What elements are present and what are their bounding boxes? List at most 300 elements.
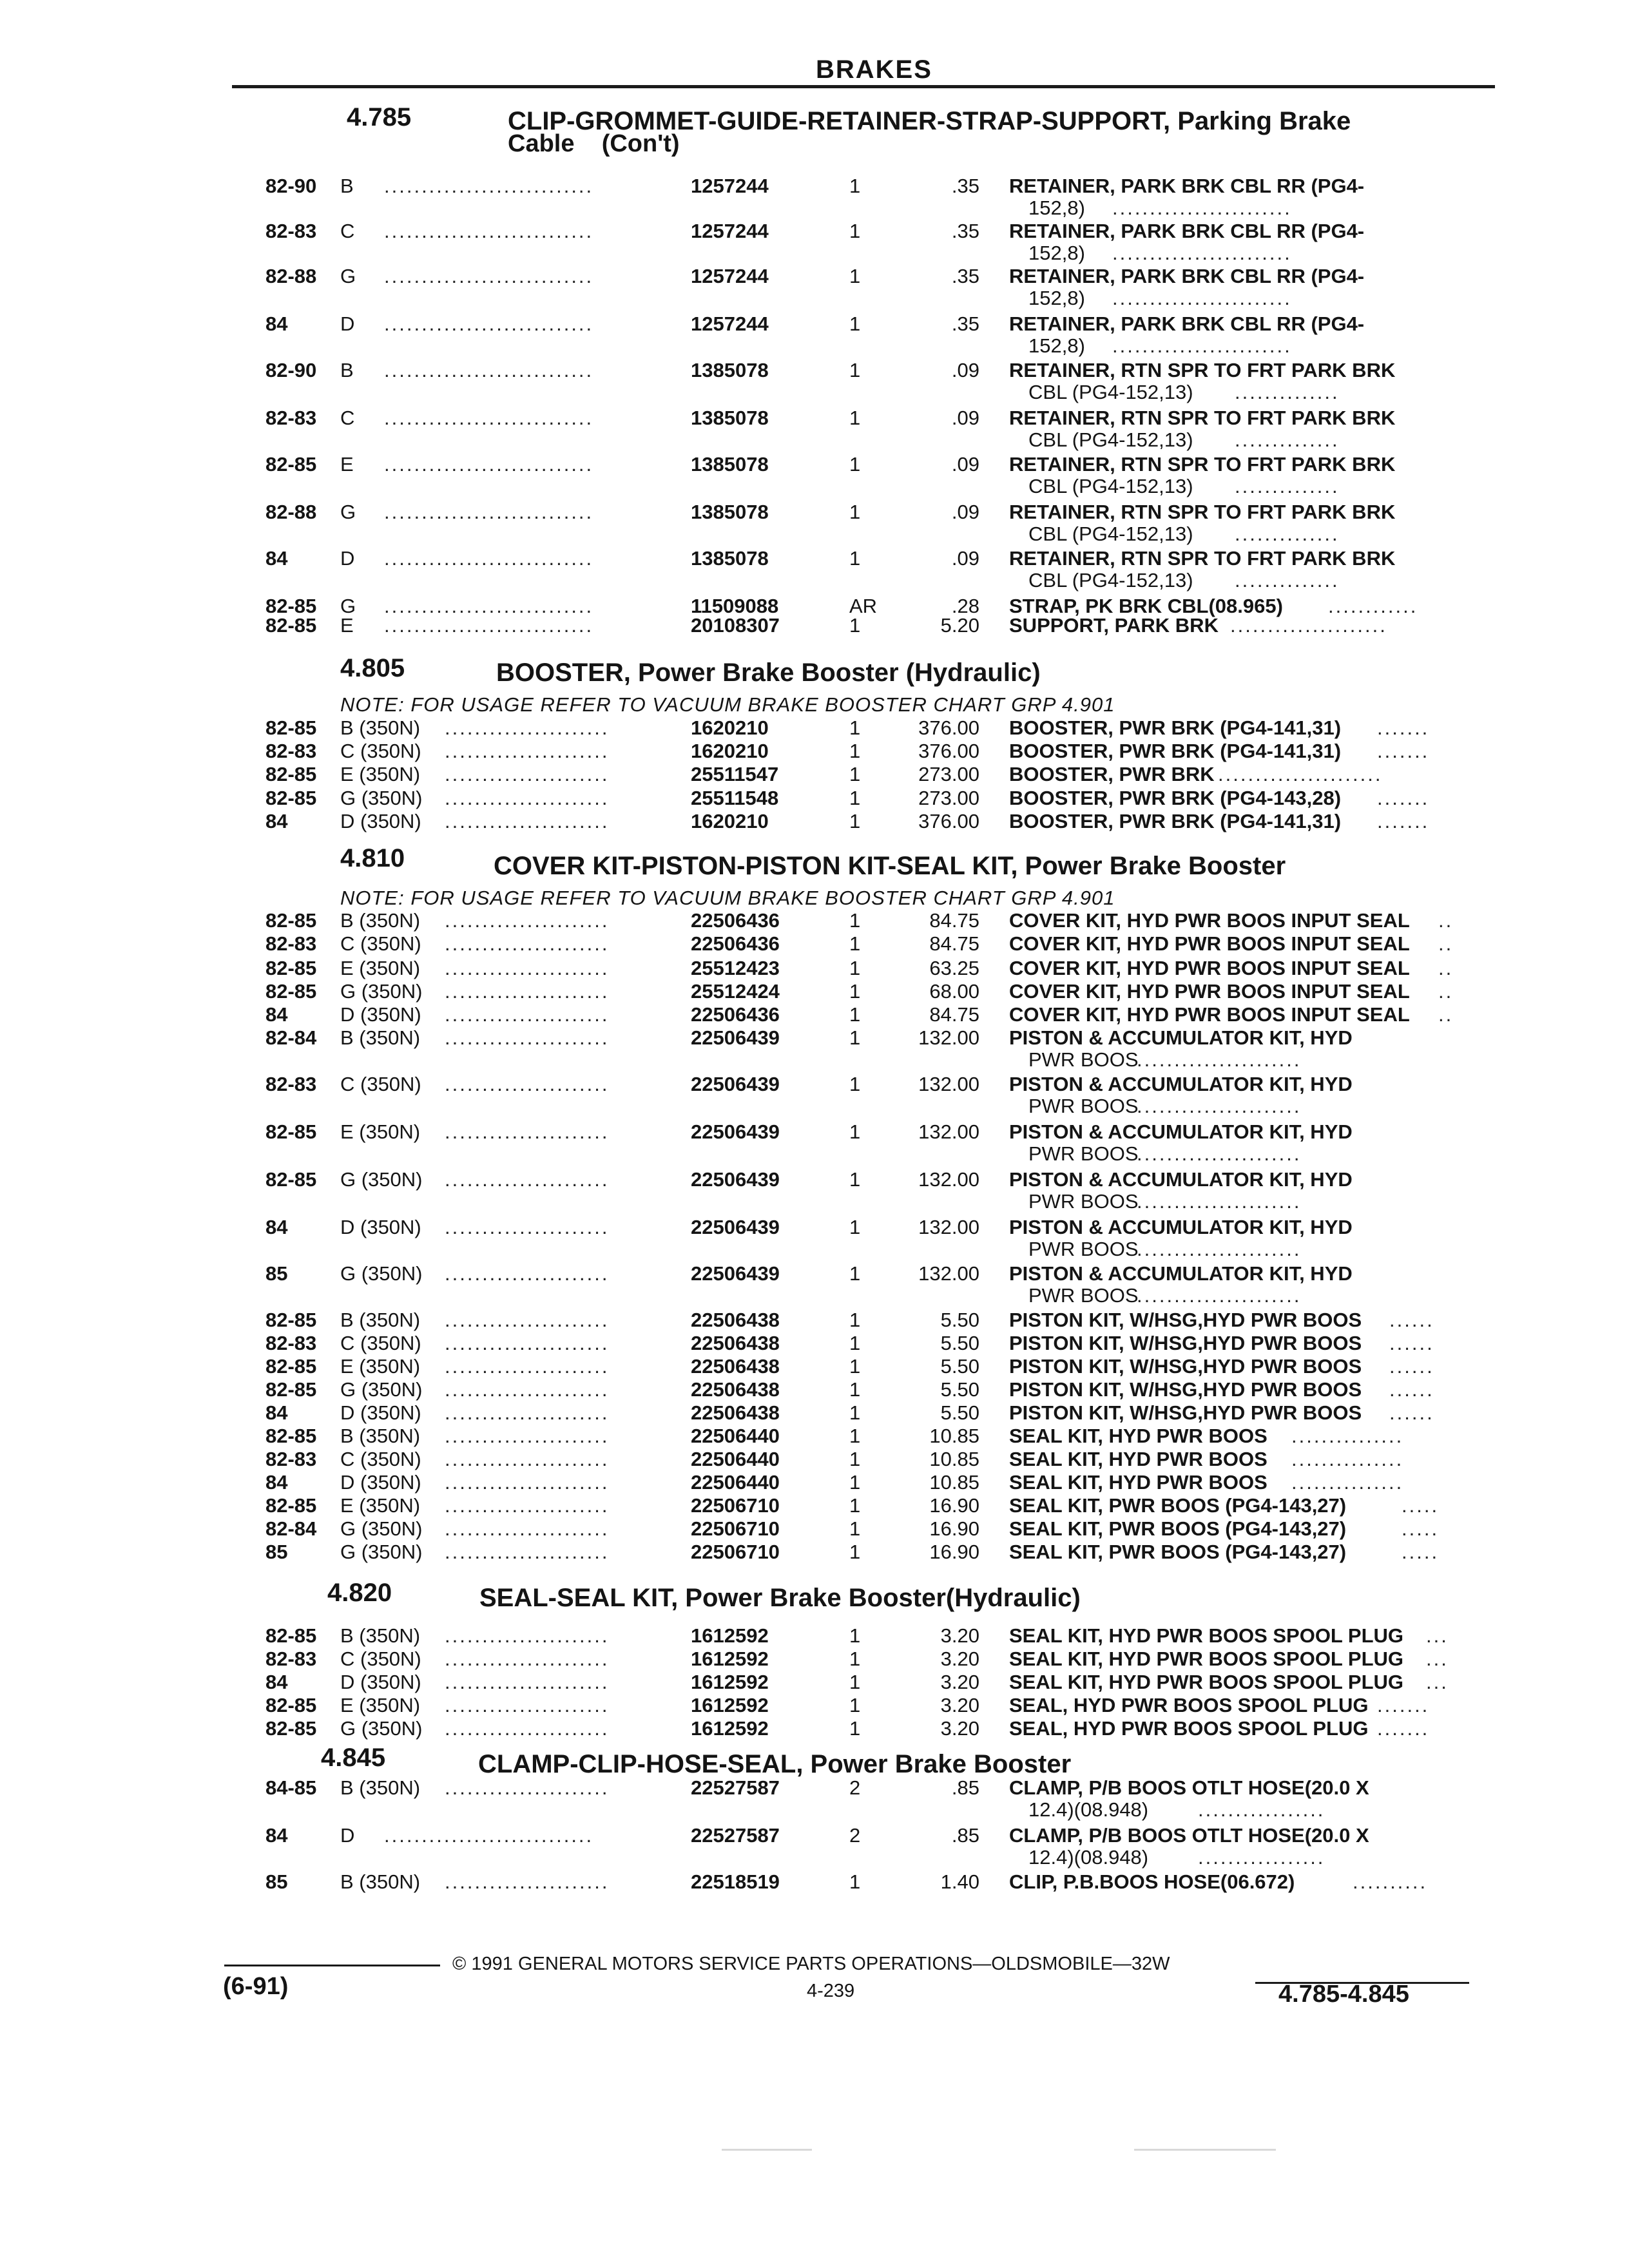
series-code: C (350N)	[340, 1332, 421, 1354]
series-code: G	[340, 595, 356, 617]
part-number: 22506710	[691, 1494, 780, 1517]
model-year: 82-85	[265, 1694, 317, 1716]
leader-dots: ......................	[445, 1003, 610, 1026]
unit-price: 5.50	[940, 1378, 979, 1401]
part-row	[0, 1540, 1629, 1566]
usage-note: NOTE: FOR USAGE REFER TO VACUUM BRAKE BOOSTER CHART GRP 4.901	[340, 693, 1115, 716]
unit-price: 132.00	[918, 1216, 979, 1238]
leader-dots: ............................	[384, 453, 594, 476]
leader-dots: ............................	[384, 547, 594, 570]
part-description-continued: CBL (PG4-152,13)	[1028, 428, 1193, 451]
model-year: 82-85	[265, 716, 317, 739]
model-year: 85	[265, 1262, 288, 1285]
part-number: 22506710	[691, 1541, 780, 1563]
leader-dots: ..............	[1235, 569, 1340, 591]
section-title: CLAMP-CLIP-HOSE-SEAL, Power Brake Booster	[478, 1750, 1072, 1778]
leader-dots: ......................	[445, 740, 610, 762]
quantity: 1	[849, 614, 861, 637]
model-year: 85	[265, 1870, 288, 1893]
quantity: 1	[849, 1671, 861, 1693]
part-number: 1385078	[691, 359, 769, 381]
footer-rule-left	[224, 1965, 440, 1966]
quantity: 1	[849, 1332, 861, 1354]
part-row	[0, 1378, 1629, 1403]
section-title: CLIP-GROMMET-GUIDE-RETAINER-STRAP-SUPPORT, Parking Brake	[508, 107, 1351, 135]
part-description: PISTON & ACCUMULATOR KIT, HYD	[1009, 1120, 1353, 1143]
part-row	[0, 174, 1629, 200]
part-description: COVER KIT, HYD PWR BOOS INPUT SEAL	[1009, 932, 1410, 955]
unit-price: .09	[951, 547, 979, 570]
part-description-continued: 12.4)(08.948)	[1028, 1798, 1149, 1821]
part-number: 22506439	[691, 1073, 780, 1095]
leader-dots: .....	[1402, 1541, 1440, 1563]
unit-price: 3.20	[940, 1671, 979, 1693]
series-code: C (350N)	[340, 1648, 421, 1670]
part-number: 25512423	[691, 957, 780, 979]
leader-dots: ...............	[1291, 1471, 1404, 1494]
quantity: 1	[849, 980, 861, 1003]
part-description: PISTON KIT, W/HSG,HYD PWR BOOS	[1009, 1378, 1362, 1401]
model-year: 82-90	[265, 359, 317, 381]
leader-dots: ......................	[445, 1378, 610, 1401]
part-row	[0, 1354, 1629, 1380]
leader-dots: .......	[1377, 787, 1430, 809]
series-code: B (350N)	[340, 1425, 421, 1447]
unit-price: 132.00	[918, 1026, 979, 1049]
quantity: 1	[849, 1494, 861, 1517]
unit-price: 132.00	[918, 1168, 979, 1191]
series-code: E (350N)	[340, 1355, 421, 1378]
leader-dots: ......................	[445, 1262, 610, 1285]
part-description: BOOSTER, PWR BRK (PG4-141,31)	[1009, 740, 1342, 762]
model-year: 82-85	[265, 1425, 317, 1447]
leader-dots: ........................	[1112, 197, 1292, 219]
leader-dots: ............................	[384, 501, 594, 523]
scan-smudge	[722, 2149, 812, 2151]
section-number: 4.810	[340, 844, 405, 872]
leader-dots: .......	[1377, 1717, 1430, 1740]
part-number: 1612592	[691, 1671, 769, 1693]
unit-price: 5.20	[940, 614, 979, 637]
leader-dots: ............................	[384, 312, 594, 335]
series-code: B (350N)	[340, 1870, 421, 1893]
series-code: D (350N)	[340, 810, 421, 832]
part-number: 22506438	[691, 1378, 780, 1401]
leader-dots: ......................	[445, 1648, 610, 1670]
part-row	[0, 312, 1629, 338]
part-row	[0, 546, 1629, 572]
leader-dots: ......................	[445, 810, 610, 832]
unit-price: .85	[951, 1824, 979, 1847]
leader-dots: ......................	[445, 909, 610, 932]
quantity: 1	[849, 1401, 861, 1424]
part-row	[0, 1262, 1629, 1287]
series-code: E	[340, 453, 354, 476]
leader-dots: ......................	[445, 1073, 610, 1095]
part-description: PISTON & ACCUMULATOR KIT, HYD	[1009, 1073, 1353, 1095]
part-number: 22506436	[691, 932, 780, 955]
leader-dots: ......................	[445, 1448, 610, 1470]
part-number: 1612592	[691, 1694, 769, 1716]
part-description: PISTON KIT, W/HSG,HYD PWR BOOS	[1009, 1309, 1362, 1331]
quantity: 1	[849, 932, 861, 955]
leader-dots: .....................	[1230, 614, 1387, 637]
part-description: SEAL KIT, PWR BOOS (PG4-143,27)	[1009, 1541, 1347, 1563]
unit-price: .35	[951, 312, 979, 335]
part-description-continued: PWR BOOS	[1028, 1238, 1139, 1260]
unit-price: 273.00	[918, 763, 979, 785]
part-number: 1612592	[691, 1624, 769, 1647]
part-number: 1257244	[691, 265, 769, 287]
leader-dots: ......................	[445, 763, 610, 785]
quantity: 1	[849, 763, 861, 785]
leader-dots: ......................	[445, 1309, 610, 1331]
part-row	[0, 500, 1629, 526]
part-row	[0, 1401, 1629, 1427]
part-description: BOOSTER, PWR BRK (PG4-141,31)	[1009, 810, 1342, 832]
part-description: CLIP, P.B.BOOS HOSE(06.672)	[1009, 1870, 1295, 1893]
part-number: 22506439	[691, 1216, 780, 1238]
part-number: 1385078	[691, 453, 769, 476]
part-number: 1257244	[691, 175, 769, 197]
unit-price: 5.50	[940, 1355, 979, 1378]
part-description-continued: PWR BOOS	[1028, 1095, 1139, 1117]
unit-price: .09	[951, 501, 979, 523]
part-description: PISTON & ACCUMULATOR KIT, HYD	[1009, 1262, 1353, 1285]
model-year: 82-83	[265, 407, 317, 429]
quantity: 1	[849, 1262, 861, 1285]
unit-price: 10.85	[929, 1471, 979, 1494]
part-number: 22506439	[691, 1262, 780, 1285]
series-code: D	[340, 547, 355, 570]
part-row	[0, 1647, 1629, 1673]
quantity: AR	[849, 595, 878, 617]
leader-dots: ......................	[445, 932, 610, 955]
model-year: 82-85	[265, 1494, 317, 1517]
series-code: G	[340, 501, 356, 523]
footer-page-number: 4-239	[807, 1981, 855, 2001]
unit-price: 376.00	[918, 740, 979, 762]
part-description: PISTON & ACCUMULATOR KIT, HYD	[1009, 1216, 1353, 1238]
series-code: D (350N)	[340, 1471, 421, 1494]
unit-price: 84.75	[929, 1003, 979, 1026]
part-description: SEAL KIT, HYD PWR BOOS	[1009, 1471, 1268, 1494]
part-description-continued: 152,8)	[1028, 287, 1085, 309]
leader-dots: ......................	[445, 1168, 610, 1191]
unit-price: 132.00	[918, 1262, 979, 1285]
series-code: B	[340, 359, 354, 381]
leader-dots: ............	[1328, 595, 1418, 617]
leader-dots: ..............	[1235, 475, 1340, 497]
part-row	[0, 1823, 1629, 1849]
footer-section-range: 4.785-4.845	[1278, 1981, 1409, 2008]
part-number: 1612592	[691, 1717, 769, 1740]
part-description: SEAL KIT, HYD PWR BOOS SPOOL PLUG	[1009, 1648, 1404, 1670]
unit-price: 16.90	[929, 1517, 979, 1540]
part-description: RETAINER, RTN SPR TO FRT PARK BRK	[1009, 407, 1396, 429]
series-code: C (350N)	[340, 1073, 421, 1095]
unit-price: 3.20	[940, 1694, 979, 1716]
model-year: 84	[265, 1471, 288, 1494]
series-code: G	[340, 265, 356, 287]
part-number: 1385078	[691, 407, 769, 429]
part-number: 22506436	[691, 909, 780, 932]
series-code: E (350N)	[340, 957, 421, 979]
part-row	[0, 1215, 1629, 1241]
section-number: 4.820	[327, 1579, 392, 1607]
section-title: COVER KIT-PISTON-PISTON KIT-SEAL KIT, Power Brake Booster	[494, 852, 1286, 880]
leader-dots: ............................	[384, 220, 594, 242]
part-number: 20108307	[691, 614, 780, 637]
part-description: BOOSTER, PWR BRK (PG4-143,28)	[1009, 787, 1342, 809]
quantity: 1	[849, 1870, 861, 1893]
quantity: 1	[849, 1448, 861, 1470]
series-code: E (350N)	[340, 1494, 421, 1517]
quantity: 1	[849, 175, 861, 197]
series-code: E (350N)	[340, 1694, 421, 1716]
section-number: 4.845	[321, 1744, 386, 1772]
part-description-continued: 152,8)	[1028, 197, 1085, 219]
model-year: 82-83	[265, 740, 317, 762]
series-code: D (350N)	[340, 1401, 421, 1424]
quantity: 2	[849, 1824, 861, 1847]
series-code: C	[340, 407, 355, 429]
part-description: COVER KIT, HYD PWR BOOS INPUT SEAL	[1009, 957, 1410, 979]
model-year: 82-85	[265, 595, 317, 617]
leader-dots: ..............	[1235, 381, 1340, 403]
quantity: 1	[849, 407, 861, 429]
model-year: 82-85	[265, 787, 317, 809]
model-year: 82-85	[265, 980, 317, 1003]
leader-dots: ......................	[445, 1671, 610, 1693]
unit-price: 1.40	[940, 1870, 979, 1893]
unit-price: .35	[951, 265, 979, 287]
unit-price: 84.75	[929, 932, 979, 955]
part-number: 22506439	[691, 1168, 780, 1191]
series-code: D	[340, 312, 355, 335]
quantity: 1	[849, 1624, 861, 1647]
leader-dots: ......................	[445, 957, 610, 979]
unit-price: .35	[951, 175, 979, 197]
leader-dots: ......................	[445, 1216, 610, 1238]
quantity: 1	[849, 1717, 861, 1740]
section-number: 4.805	[340, 654, 405, 682]
series-code: G (350N)	[340, 1168, 423, 1191]
part-row	[0, 358, 1629, 384]
leader-dots: ............................	[384, 407, 594, 429]
part-description-continued: PWR BOOS	[1028, 1048, 1139, 1071]
quantity: 1	[849, 265, 861, 287]
leader-dots: ......................	[445, 1026, 610, 1049]
model-year: 84	[265, 1671, 288, 1693]
model-year: 84	[265, 1824, 288, 1847]
leader-dots: ............................	[384, 265, 594, 287]
part-row	[0, 1120, 1629, 1146]
part-description-continued: 152,8)	[1028, 242, 1085, 264]
quantity: 1	[849, 1216, 861, 1238]
leader-dots: ......................	[445, 1541, 610, 1563]
series-code: E (350N)	[340, 1120, 421, 1143]
leader-dots: ......................	[445, 1776, 610, 1799]
series-code: B (350N)	[340, 716, 421, 739]
quantity: 1	[849, 359, 861, 381]
model-year: 82-85	[265, 453, 317, 476]
model-year: 82-84	[265, 1517, 317, 1540]
part-number: 1620210	[691, 810, 769, 832]
leader-dots: ..	[1438, 957, 1454, 979]
model-year: 82-85	[265, 1624, 317, 1647]
part-row	[0, 908, 1629, 934]
leader-dots: ..	[1438, 1003, 1454, 1026]
model-year: 82-83	[265, 1332, 317, 1354]
part-description-continued: CBL (PG4-152,13)	[1028, 475, 1193, 497]
header-rule	[232, 85, 1495, 88]
part-number: 22506438	[691, 1332, 780, 1354]
part-number: 1385078	[691, 501, 769, 523]
part-number: 25511548	[691, 787, 779, 809]
leader-dots: ......................	[1218, 763, 1383, 785]
series-code: D (350N)	[340, 1003, 421, 1026]
part-description: COVER KIT, HYD PWR BOOS INPUT SEAL	[1009, 980, 1410, 1003]
part-number: 1257244	[691, 220, 769, 242]
model-year: 82-85	[265, 614, 317, 637]
part-row	[0, 932, 1629, 957]
quantity: 1	[849, 909, 861, 932]
usage-note: NOTE: FOR USAGE REFER TO VACUUM BRAKE BOOSTER CHART GRP 4.901	[340, 887, 1115, 909]
part-number: 1620210	[691, 740, 769, 762]
quantity: 1	[849, 1425, 861, 1447]
model-year: 84	[265, 547, 288, 570]
model-year: 82-85	[265, 1120, 317, 1143]
part-row	[0, 264, 1629, 290]
section-title: SEAL-SEAL KIT, Power Brake Booster(Hydraulic)	[479, 1584, 1081, 1612]
quantity: 2	[849, 1776, 861, 1799]
part-description-continued: CBL (PG4-152,13)	[1028, 569, 1193, 591]
leader-dots: ...	[1426, 1648, 1449, 1670]
part-number: 1257244	[691, 312, 769, 335]
quantity: 1	[849, 1120, 861, 1143]
unit-price: .09	[951, 359, 979, 381]
leader-dots: ............................	[384, 614, 594, 637]
unit-price: 5.50	[940, 1401, 979, 1424]
leader-dots: ......	[1389, 1355, 1434, 1378]
part-row	[0, 1003, 1629, 1028]
unit-price: 10.85	[929, 1425, 979, 1447]
leader-dots: ...............	[1291, 1425, 1404, 1447]
model-year: 82-88	[265, 501, 317, 523]
footer-date-code: (6-91)	[223, 1973, 289, 2000]
part-number: 22506438	[691, 1309, 780, 1331]
part-description: PISTON & ACCUMULATOR KIT, HYD	[1009, 1026, 1353, 1049]
part-number: 22506440	[691, 1448, 780, 1470]
model-year: 84-85	[265, 1776, 317, 1799]
leader-dots: ........................	[1112, 242, 1292, 264]
part-description-continued: 12.4)(08.948)	[1028, 1846, 1149, 1869]
unit-price: 376.00	[918, 716, 979, 739]
part-number: 22506439	[691, 1120, 780, 1143]
quantity: 1	[849, 740, 861, 762]
series-code: C (350N)	[340, 1448, 421, 1470]
leader-dots: ........................	[1112, 334, 1292, 357]
quantity: 1	[849, 1073, 861, 1095]
unit-price: 273.00	[918, 787, 979, 809]
leader-dots: ............................	[384, 359, 594, 381]
model-year: 82-90	[265, 175, 317, 197]
model-year: 82-85	[265, 957, 317, 979]
part-description: CLAMP, P/B BOOS OTLT HOSE(20.0 X	[1009, 1824, 1369, 1847]
part-description-continued: PWR BOOS	[1028, 1190, 1139, 1213]
part-row	[0, 1072, 1629, 1098]
leader-dots: ......................	[1137, 1142, 1302, 1165]
unit-price: 68.00	[929, 980, 979, 1003]
leader-dots: .................	[1198, 1798, 1325, 1821]
series-code: C (350N)	[340, 740, 421, 762]
part-description: RETAINER, RTN SPR TO FRT PARK BRK	[1009, 359, 1396, 381]
leader-dots: ......................	[445, 1517, 610, 1540]
leader-dots: .....	[1402, 1494, 1440, 1517]
part-number: 22506436	[691, 1003, 780, 1026]
part-description: SEAL KIT, HYD PWR BOOS SPOOL PLUG	[1009, 1624, 1404, 1647]
leader-dots: ......................	[445, 1694, 610, 1716]
series-code: B (350N)	[340, 1776, 421, 1799]
part-number: 22506439	[691, 1026, 780, 1049]
part-number: 22527587	[691, 1776, 780, 1799]
leader-dots: ..............	[1235, 523, 1340, 545]
part-description: BOOSTER, PWR BRK (PG4-141,31)	[1009, 716, 1342, 739]
unit-price: .85	[951, 1776, 979, 1799]
part-description: RETAINER, PARK BRK CBL RR (PG4-	[1009, 175, 1365, 197]
series-code: C (350N)	[340, 932, 421, 955]
part-row	[0, 406, 1629, 432]
part-description: PISTON KIT, W/HSG,HYD PWR BOOS	[1009, 1401, 1362, 1424]
quantity: 1	[849, 1003, 861, 1026]
part-description-continued: PWR BOOS	[1028, 1284, 1139, 1307]
quantity: 1	[849, 312, 861, 335]
part-row	[0, 762, 1629, 788]
part-description-continued: CBL (PG4-152,13)	[1028, 381, 1193, 403]
part-description: SEAL KIT, HYD PWR BOOS SPOOL PLUG	[1009, 1671, 1404, 1693]
quantity: 1	[849, 716, 861, 739]
leader-dots: ......................	[445, 1332, 610, 1354]
unit-price: 132.00	[918, 1120, 979, 1143]
part-description: SEAL KIT, PWR BOOS (PG4-143,27)	[1009, 1494, 1347, 1517]
quantity: 1	[849, 957, 861, 979]
model-year: 84	[265, 810, 288, 832]
part-description: STRAP, PK BRK CBL(08.965)	[1009, 595, 1283, 617]
model-year: 82-85	[265, 1355, 317, 1378]
leader-dots: ......................	[1137, 1190, 1302, 1213]
series-code: E (350N)	[340, 763, 421, 785]
leader-dots: ............................	[384, 595, 594, 617]
model-year: 84	[265, 1401, 288, 1424]
quantity: 1	[849, 501, 861, 523]
leader-dots: ............................	[384, 175, 594, 197]
model-year: 84	[265, 1003, 288, 1026]
part-description: RETAINER, RTN SPR TO FRT PARK BRK	[1009, 453, 1396, 476]
model-year: 82-83	[265, 1448, 317, 1470]
footer-copyright: © 1991 GENERAL MOTORS SERVICE PARTS OPERATIONS—OLDSMOBILE—32W	[452, 1954, 1170, 1974]
leader-dots: ..	[1438, 909, 1454, 932]
part-row	[0, 1670, 1629, 1696]
leader-dots: ..........	[1353, 1870, 1428, 1893]
part-row	[0, 1776, 1629, 1802]
leader-dots: .................	[1198, 1846, 1325, 1869]
leader-dots: .......	[1377, 810, 1430, 832]
part-number: 22506440	[691, 1425, 780, 1447]
model-year: 82-84	[265, 1026, 317, 1049]
series-code: B (350N)	[340, 1026, 421, 1049]
series-code: B (350N)	[340, 1309, 421, 1331]
